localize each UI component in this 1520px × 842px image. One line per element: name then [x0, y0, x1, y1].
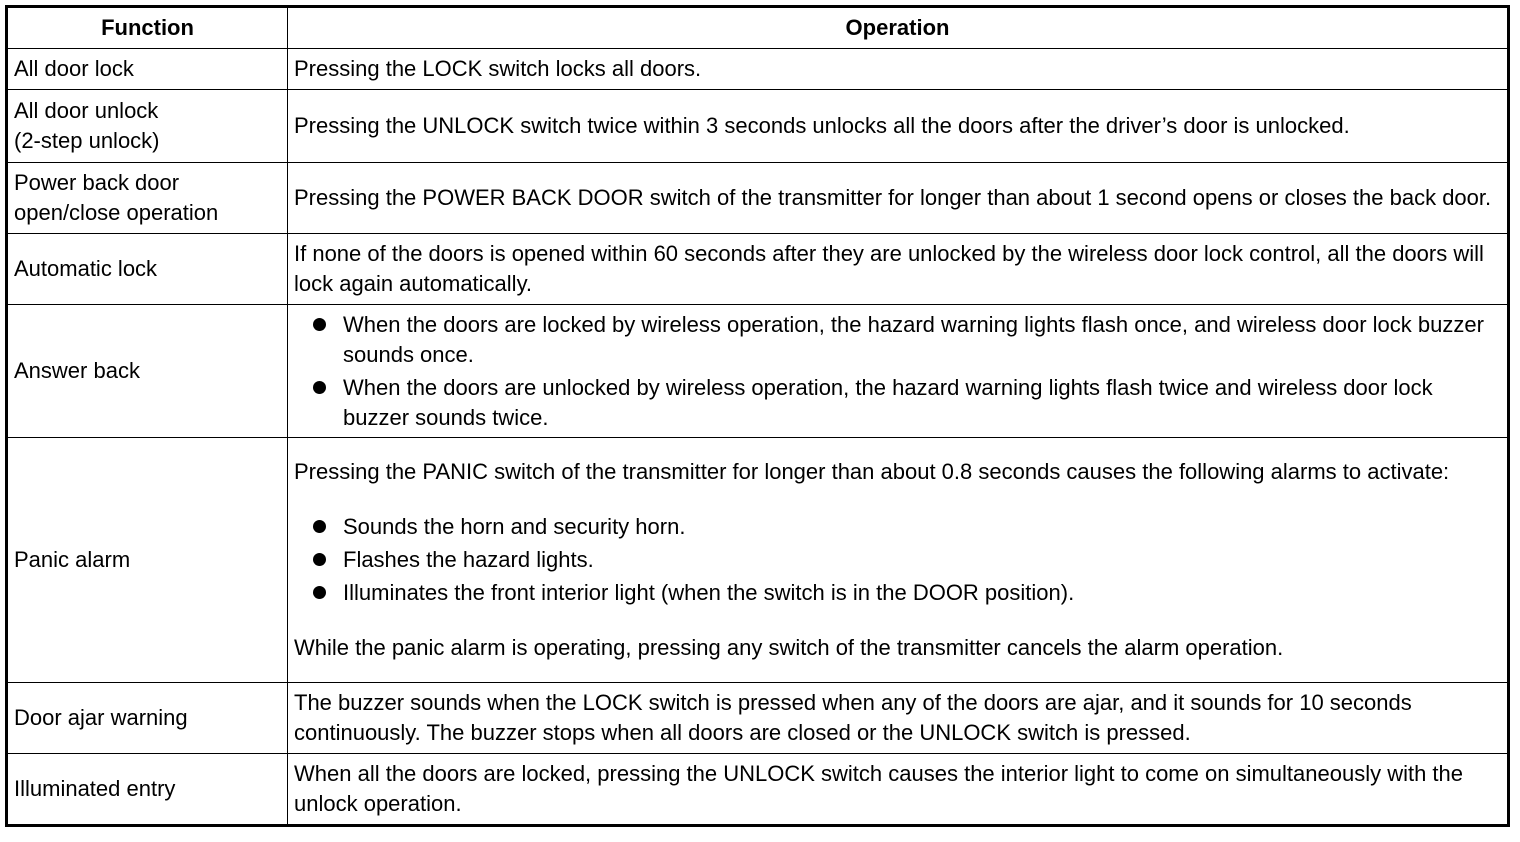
bullet-text: When the doors are locked by wireless operation, the hazard warning lights flash once, and wireless door lock buzzer sounds once.: [343, 311, 1484, 367]
table-row: [7, 683, 1509, 754]
bullet-text: Sounds the horn and security horn.: [343, 514, 686, 539]
header-function: Function: [7, 7, 288, 49]
bullet-icon: [313, 586, 326, 599]
bullet-text: When the doors are unlocked by wireless operation, the hazard warning lights flash twice and wireless door lock buzzer sounds twice.: [343, 374, 1433, 430]
panic-intro: Pressing the PANIC switch of the transmitter for longer than about 0.8 seconds causes the following alarms to activate:: [294, 459, 1450, 484]
list-item: [294, 545, 1501, 575]
header-operation: Operation: [288, 7, 1509, 49]
table-row: [7, 754, 1509, 826]
operation-cell: If none of the doors is opened within 60 seconds after they are unlocked by the wireless door lock control, all the doors will lock again automatically.: [288, 234, 1509, 305]
list-item: [294, 373, 1501, 433]
operation-cell: The buzzer sounds when the LOCK switch is pressed when any of the doors are ajar, and it sounds for 10 seconds continuously. The buzzer stops when all doors are closed or the UNLOCK switch is pressed.: [288, 683, 1509, 754]
function-line: Power back door: [14, 170, 180, 195]
function-cell: Door ajar warning: [7, 683, 288, 754]
function-line: All door unlock: [14, 98, 159, 123]
table-row: [7, 305, 1509, 438]
operation-cell: Pressing the POWER BACK DOOR switch of the transmitter for longer than about 1 second opens or closes the back door.: [288, 163, 1509, 234]
bullet-text: Illuminates the front interior light (when the switch is in the DOOR position).: [343, 580, 1075, 605]
bullet-icon: [313, 318, 326, 331]
bullet-icon: [313, 553, 326, 566]
operation-cell: Pressing the LOCK switch locks all doors.: [288, 49, 1509, 90]
function-cell: [7, 163, 288, 234]
function-cell: [7, 90, 288, 163]
bullet-icon: [313, 381, 326, 394]
bullet-list: [294, 512, 1501, 608]
list-item: [294, 310, 1501, 370]
function-line: (2-step unlock): [14, 128, 160, 153]
header-row: [7, 7, 1509, 49]
operation-cell: [288, 305, 1509, 438]
table-row: [7, 234, 1509, 305]
operation-cell: Pressing the UNLOCK switch twice within 3 seconds unlocks all the doors after the driver’s door is unlocked.: [288, 90, 1509, 163]
list-item: [294, 578, 1501, 608]
table-row: [7, 438, 1509, 683]
function-cell: Answer back: [7, 305, 288, 438]
bullet-text: Flashes the hazard lights.: [343, 547, 594, 572]
table-row: [7, 163, 1509, 234]
function-cell: Panic alarm: [7, 438, 288, 683]
function-table: [5, 5, 1510, 827]
function-cell: Automatic lock: [7, 234, 288, 305]
list-item: [294, 512, 1501, 542]
bullet-icon: [313, 520, 326, 533]
function-cell: Illuminated entry: [7, 754, 288, 826]
table-row: [7, 90, 1509, 163]
panic-outro: While the panic alarm is operating, pressing any switch of the transmitter cancels the alarm operation.: [294, 635, 1284, 660]
table-row: [7, 49, 1509, 90]
operation-cell: [288, 438, 1509, 683]
function-line: open/close operation: [14, 200, 219, 225]
operation-cell: When all the doors are locked, pressing the UNLOCK switch causes the interior light to come on simultaneously with the unlock operation.: [288, 754, 1509, 826]
function-cell: All door lock: [7, 49, 288, 90]
bullet-list: [294, 310, 1501, 433]
